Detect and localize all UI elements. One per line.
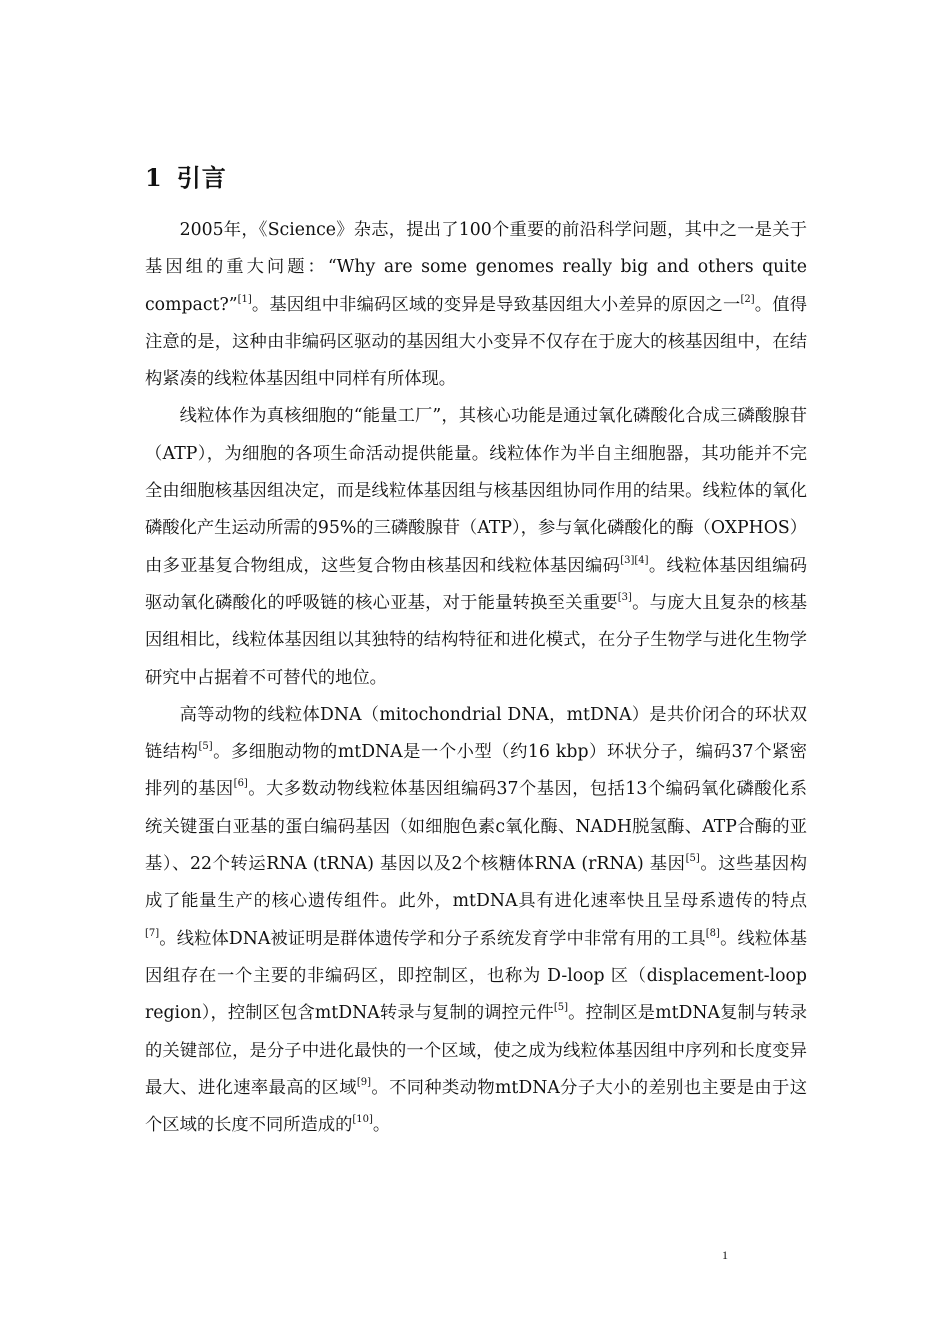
paragraph [145, 212, 807, 398]
citation-ref: [1] [237, 293, 252, 305]
citation-ref: [3] [617, 591, 632, 603]
text-segment: 。线粒体基因组存在一个主要的非编码区，即控制区，也称为 D-loop 区（displacement-loop region），控制区包含mtDNA转录与复制的调控元件 [145, 928, 807, 1024]
citation-ref: [10] [352, 1114, 373, 1126]
citation-ref: [3][4] [620, 554, 649, 566]
text-segment: 高等动物的线粒体DNA（mitochondrial DNA，mtDNA）是共价闭合的环状双链结构 [145, 704, 807, 763]
citation-ref: [5] [685, 853, 700, 865]
section-number: 1 [145, 163, 163, 192]
text-segment: 。线粒体基因组编码驱动氧化磷酸化的呼吸链的核心亚基，对于能量转换至关重要 [145, 555, 807, 613]
section-heading [145, 158, 227, 193]
citation-ref: [8] [705, 927, 720, 939]
text-segment: 。不同种类动物mtDNA分子大小的差别也主要是由于这个区域的长度不同所造成的 [145, 1077, 807, 1136]
page-number: 1 [722, 1248, 728, 1262]
text-segment: 。 [372, 1115, 391, 1136]
text-segment: 。基因组中非编码区域的变异是导致基因组大小差异的原因之一 [251, 294, 741, 315]
citation-ref: [5] [198, 741, 213, 753]
text-segment: 。控制区是mtDNA复制与转录的关键部位，是分子中进化最快的一个区域，使之成为线粒体基因组中序列和长度变异最大、进化速率最高的区域 [145, 1003, 807, 1098]
citation-ref: [9] [356, 1076, 372, 1088]
paragraph [145, 697, 807, 1145]
text-segment: 。多细胞动物的mtDNA是一个小型（约16 kbp）环状分子，编码37个紧密排列的基因 [145, 742, 807, 800]
citation-ref: [7] [145, 927, 160, 939]
text-segment: 。线粒体DNA被证明是群体遗传学和分子系统发育学中非常有用的工具 [159, 928, 706, 949]
body-text [145, 212, 807, 1144]
citation-ref: [5] [553, 1002, 569, 1014]
citation-ref: [2] [740, 293, 755, 305]
section-title: 引言 [176, 163, 227, 192]
text-segment: 。值得注意的是，这种由非编码区驱动的基因组大小变异不仅存在于庞大的核基因组中，在结构紧凑的线粒体基因组中同样有所体现。 [145, 294, 807, 390]
text-segment: 。这些基因构成了能量生产的核心遗传组件。此外，mtDNA具有进化速率快且呈母系遗传的特点 [145, 854, 807, 912]
paragraph [145, 398, 807, 696]
citation-ref: [6] [233, 778, 248, 790]
text-segment: 2005年，《Science》杂志，提出了100个重要的前沿科学问题，其中之一是关于基因组的重大问题：“Why are some genomes really big and others quite compact?” [145, 220, 807, 315]
text-segment: 线粒体作为真核细胞的“能量工厂”，其核心功能是通过氧化磷酸化合成三磷酸腺苷（ATP），为细胞的各项生命活动提供能量。线粒体作为半自主细胞器，其功能并不完全由细胞核基因组决定，而是线粒体基因组与核基因组协同作用的结果。线粒体的氧化磷酸化产生运动所需的95%的三磷酸腺苷（ATP），参与氧化磷酸化的酶（OXPHOS）由多亚基复合物组成，这些复合物由核基因和线粒体基因编码 [145, 406, 807, 576]
text-segment: 。大多数动物线粒体基因组编码37个基因，包括13个编码氧化磷酸化系统关键蛋白亚基的蛋白编码基因（如细胞色素c氧化酶、NADH脱氢酶、ATP合酶的亚基）、22个转运RNA (tRNA) 基因以及2个核糖体RNA (rRNA) 基因 [145, 779, 807, 875]
text-segment: 。与庞大且复杂的核基因组相比，线粒体基因组以其独特的结构特征和进化模式，在分子生物学与进化生物学研究中占据着不可替代的地位。 [145, 592, 807, 688]
